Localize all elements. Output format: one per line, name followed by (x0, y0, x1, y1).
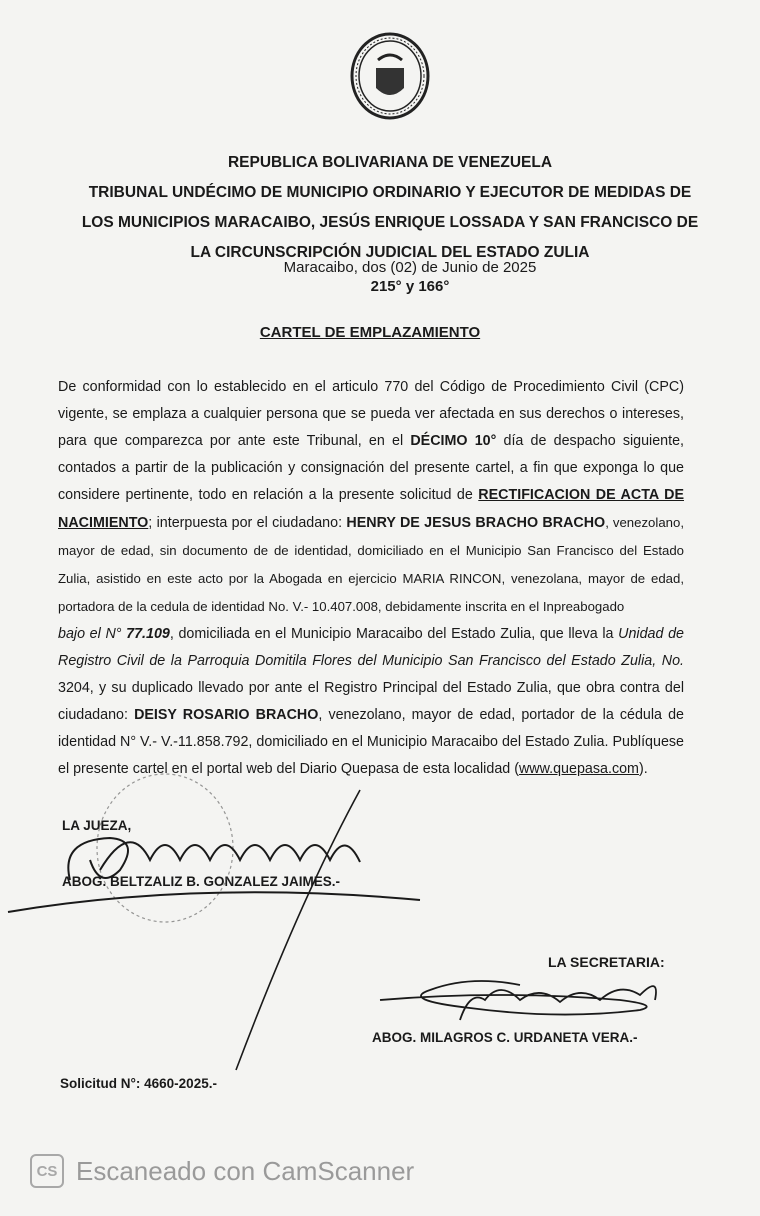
secretary-signature (380, 981, 656, 1020)
judge-signature-line (236, 790, 360, 1070)
body-day-count: DÉCIMO 10° (410, 433, 497, 449)
secretary-name: ABOG. MILAGROS C. URDANETA VERA.- (372, 1030, 638, 1045)
body-part-6: , domiciliada en el Municipio Maracaibo del Estado Zulia, que lleva la (169, 626, 619, 642)
camscanner-logo-icon: CS (30, 1154, 64, 1188)
secretary-role: LA SECRETARIA: (548, 954, 665, 970)
judge-role: LA JUEZA, (62, 818, 132, 833)
camscanner-watermark (30, 1154, 414, 1188)
body-part-3: ; interpuesta por el ciudadano: (148, 515, 347, 531)
body-part-1: De conformidad con lo establecido en el articulo 770 del Código de Procedimiento Civil (CPC) vigente, se emplaza a cualquier persona que se pueda ver afectada en sus derechos o intereses, para que comparezca por ante este Tribunal, en el (58, 379, 684, 449)
body-respondent: DEISY ROSARIO BRACHO (134, 707, 319, 723)
header-line-court: TRIBUNAL UNDÉCIMO DE MUNICIPIO ORDINARIO Y EJECUTOR DE MEDIDAS DE (88, 184, 692, 201)
body-part-10: ). (638, 761, 648, 777)
document-title: CARTEL DE EMPLAZAMIENTO (259, 324, 481, 341)
body-part-8: 3204, y su duplicado llevado por ante el Registro Principal del Estado Zulia, que obra contra del ciudadano: (58, 680, 684, 723)
camscanner-text: Escaneado con CamScanner (76, 1155, 415, 1186)
header-line-municipalities: LOS MUNICIPIOS MARACAIBO, JESÚS ENRIQUE LOSSADA Y SAN FRANCISCO DE (81, 214, 699, 231)
body-part-4: , venezolano, mayor de edad, sin documento de de identidad, domiciliado en el Municipio San Francisco del Estado Zulia, asistido en este acto por la Abogada en ejercicio MARIA RINCON, venezolana, mayor de edad, portadora de la cedula de identidad No. V.- 10.407.008, debidamente inscrita en el Inpreabogado (58, 515, 684, 614)
body-part-7: Unidad de Registro Civil de la Parroquia Domitila Flores del Municipio San Francisco del Estado Zulia, No. (58, 626, 684, 669)
body-part-9: , venezolano, mayor de edad, portador de la cédula de identidad N° V.- V.-11.858.792, domiciliado en el Municipio Maracaibo del Estado Zulia. Publíquese el presente cartel en el portal web del Diario Quepasa de esta localidad ( (58, 707, 685, 777)
judge-name: ABOG. BELTZALIZ B. GONZALEZ JAIMES.- (62, 874, 340, 889)
request-number: Solicitud N°: 4660-2025.- (60, 1076, 217, 1091)
body-part-5: bajo el N° (58, 626, 127, 642)
judge-stamp (97, 774, 233, 922)
court-seal-icon (348, 30, 432, 122)
body-applicant: HENRY DE JESUS BRACHO BRACHO (346, 515, 606, 531)
document-date: Maracaibo, dos (02) de Junio de 2025 (283, 259, 537, 276)
court-header (40, 148, 740, 268)
header-line-circumscription: LA CIRCUNSCRIPCIÓN JUDICIAL DEL ESTADO ZULIA (190, 244, 590, 261)
header-line-republic: REPUBLICA BOLIVARIANA DE VENEZUELA (227, 154, 553, 171)
dateline (40, 258, 760, 296)
body-part-2: día de despacho siguiente, contados a partir de la publicación y consignación del presente cartel, a fin que exponga lo que considere pertinente, todo en relación a la presente solicitud de (58, 433, 685, 503)
body-website: www.quepasa.com (518, 761, 639, 777)
body-inpre-number: 77.109 (126, 626, 170, 642)
document-body (58, 374, 684, 783)
document-years: 215° y 166° (370, 278, 450, 295)
body-request-type: RECTIFICACION DE ACTA DE NACIMIENTO (58, 487, 684, 531)
